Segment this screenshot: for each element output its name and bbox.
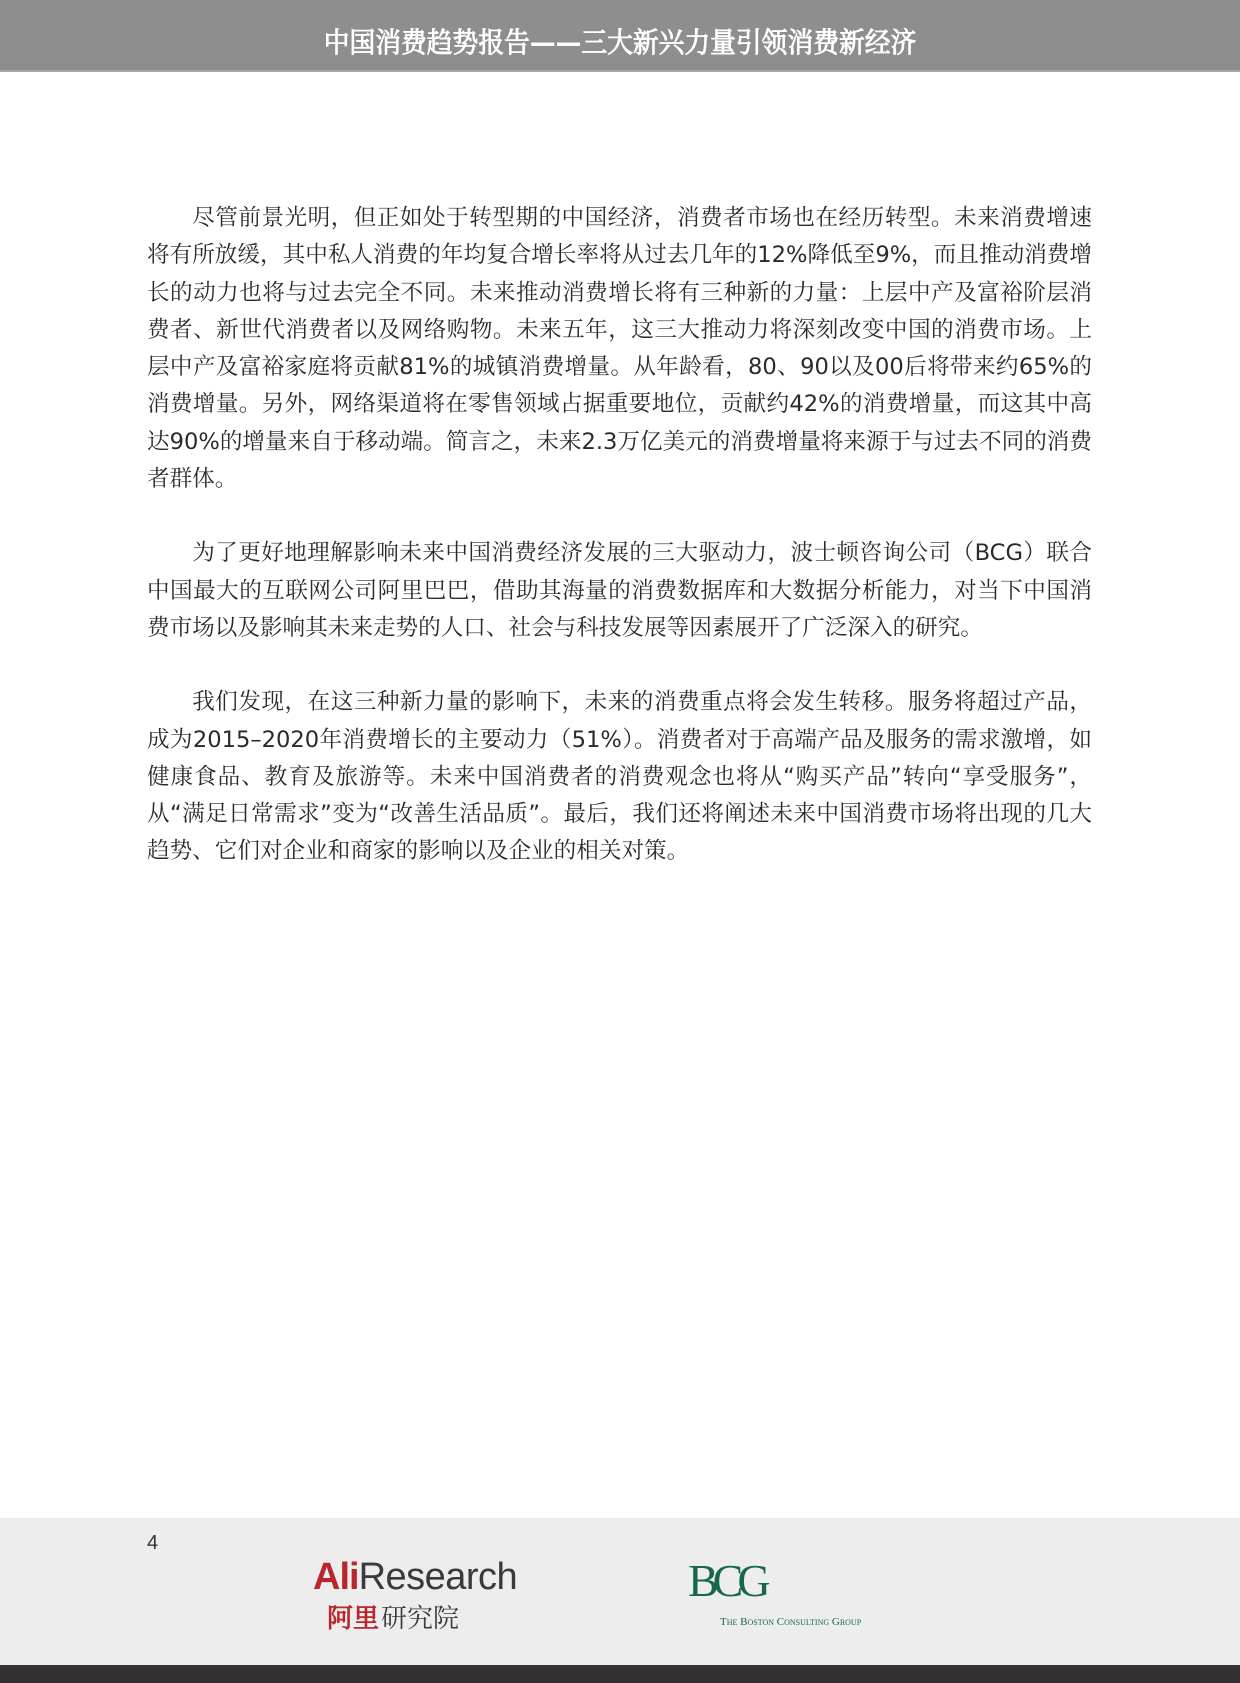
ali-logo-red-text: Ali <box>313 1556 359 1598</box>
ali-logo-cn-red: 阿里 <box>327 1604 380 1634</box>
bcg-logo <box>688 1555 862 1628</box>
report-title: 中国消费趋势报告——三大新兴力量引领消费新经济 <box>323 26 917 59</box>
bottom-bar <box>0 1665 1240 1683</box>
paragraph-3: 我们发现，在这三种新力量的影响下，未来的消费重点将会发生转移。服务将超过产品，成为2015–2020年消费增长的主要动力（51%）。消费者对于高端产品及服务的需求激增，如健康食品、教育及旅游等。未来中国消费者的消费观念也将从“购买产品”转向“享受服务”，从“满足日常需求”变为“改善生活品质”。最后，我们还将阐述未来中国消费市场将出现的几大趋势、它们对企业和商家的影响以及企业的相关对策。 <box>147 689 1092 865</box>
body-text <box>147 200 1092 908</box>
paragraph-2: 为了更好地理解影响未来中国消费经济发展的三大驱动力，波士顿咨询公司（BCG）联合中国最大的互联网公司阿里巴巴，借助其海量的消费数据库和大数据分析能力，对当下中国消费市场以及影响其未来走势的人口、社会与科技发展等因素展开了广泛深入的研究。 <box>147 540 1092 641</box>
paragraph-1: 尽管前景光明，但正如处于转型期的中国经济，消费者市场也在经历转型。未来消费增速将有所放缓，其中私人消费的年均复合增长率将从过去几年的12%降低至9%，而且推动消费增长的动力也将与过去完全不同。未来推动消费增长将有三种新的力量：上层中产及富裕阶层消费者、新世代消费者以及网络购物。未来五年，这三大推动力将深刻改变中国的消费市场。上层中产及富裕家庭将贡献81%的城镇消费增量。从年龄看，80、90以及00后将带来约65%的消费增量。另外，网络渠道将在零售领域占据重要地位，贡献约42%的消费增量，而这其中高达90%的增量来自于移动端。简言之，未来2.3万亿美元的消费增量将来源于与过去不同的消费者群体。 <box>147 205 1092 493</box>
bcg-logo-subtitle: The Boston Consulting Group <box>720 1616 862 1628</box>
ali-logo-gray-text: Research <box>358 1556 518 1598</box>
aliresearch-logo <box>313 1558 517 1635</box>
page-number: 4 <box>147 1532 159 1554</box>
page-header <box>0 0 1240 72</box>
bcg-logo-mark: BCG <box>688 1555 765 1606</box>
page-footer <box>0 1518 1240 1665</box>
ali-logo-cn-gray: 研究院 <box>381 1604 460 1634</box>
